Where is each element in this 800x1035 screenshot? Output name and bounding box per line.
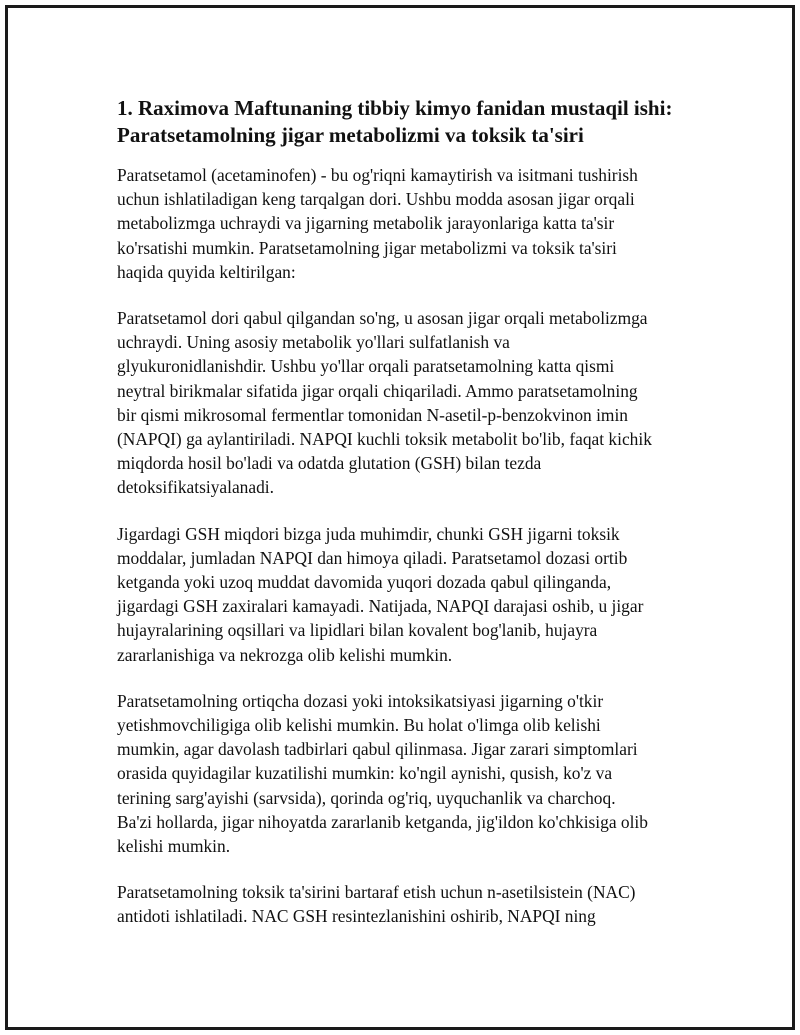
text-line: antidoti ishlatiladi. NAC GSH resintezlanishini oshirib, NAPQI ning <box>117 906 596 927</box>
paragraph <box>117 163 692 284</box>
text-line: zararlanishiga va nekrozga olib kelishi mumkin. <box>117 644 453 665</box>
text-line: kelishi mumkin. <box>117 836 231 857</box>
text-line: hujayralarining oqsillari va lipidlari bilan kovalent bog'lanib, hujayra <box>117 620 598 641</box>
text-line: yetishmovchiligiga olib kelishi mumkin. Bu holat o'limga olib kelishi <box>117 715 601 736</box>
paragraph <box>117 306 692 500</box>
text-line: moddalar, jumladan NAPQI dan himoya qiladi. Paratsetamol dozasi ortib <box>117 547 628 568</box>
document-title <box>117 95 692 149</box>
text-line: ketganda yoki uzoq muddat davomida yuqori dozada qabul qilinganda, <box>117 572 612 593</box>
text-line: Ba'zi hollarda, jigar nihoyatda zararlanib ketganda, jig'ildon ko'chkisiga olib <box>117 811 648 832</box>
text-line: metabolizmga uchraydi va jigarning metabolik jarayonlariga katta ta'sir <box>117 213 615 234</box>
text-line: (NAPQI) ga aylantiriladi. NAPQI kuchli toksik metabolit bo'lib, faqat kichik <box>117 429 652 450</box>
paragraph <box>117 689 692 858</box>
title-line: 1. Raximova Maftunaning tibbiy kimyo fanidan mustaqil ishi: <box>117 96 673 120</box>
text-line: terining sarg'ayishi (sarvsida), qorinda og'riq, uyquchanlik va charchoq. <box>117 787 616 808</box>
text-line: haqida quyida keltirilgan: <box>117 261 296 282</box>
text-line: orasida quyidagilar kuzatilishi mumkin: ko'ngil aynishi, qusish, ko'z va <box>117 763 613 784</box>
text-line: detoksifikatsiyalanadi. <box>117 477 274 498</box>
title-line: Paratsetamolning jigar metabolizmi va toksik ta'siri <box>117 123 584 147</box>
text-line: Paratsetamolning toksik ta'sirini bartaraf etish uchun n-asetilsistein (NAC) <box>117 882 636 903</box>
text-line: uchraydi. Uning asosiy metabolik yo'llari sulfatlanish va <box>117 332 510 353</box>
text-line: Paratsetamolning ortiqcha dozasi yoki intoksikatsiyasi jigarning o'tkir <box>117 690 604 711</box>
text-line: miqdorda hosil bo'ladi va odatda glutation (GSH) bilan tezda <box>117 453 542 474</box>
text-line: glyukuronidlanishdir. Ushbu yo'llar orqali paratsetamolning katta qismi <box>117 356 615 377</box>
text-line: uchun ishlatiladigan keng tarqalgan dori. Ushbu modda asosan jigar orqali <box>117 189 635 210</box>
paragraph <box>117 522 692 667</box>
text-line: neytral birikmalar sifatida jigar orqali chiqariladi. Ammo paratsetamolning <box>117 380 638 401</box>
text-line: Paratsetamol (acetaminofen) - bu og'riqni kamaytirish va isitmani tushirish <box>117 165 638 185</box>
document-body <box>117 95 692 951</box>
text-line: mumkin, agar davolash tadbirlari qabul qilinmasa. Jigar zarari simptomlari <box>117 739 638 760</box>
paragraph <box>117 880 692 928</box>
text-line: bir qismi mikrosomal fermentlar tomonidan N-asetil-p-benzokvinon imin <box>117 404 628 425</box>
text-line: Paratsetamol dori qabul qilgandan so'ng, u asosan jigar orqali metabolizmga <box>117 308 648 329</box>
text-line: ko'rsatishi mumkin. Paratsetamolning jigar metabolizmi va toksik ta'siri <box>117 237 617 258</box>
text-line: jigardagi GSH zaxiralari kamayadi. Natijada, NAPQI darajasi oshib, u jigar <box>117 596 644 617</box>
text-line: Jigardagi GSH miqdori bizga juda muhimdir, chunki GSH jigarni toksik <box>117 523 620 544</box>
